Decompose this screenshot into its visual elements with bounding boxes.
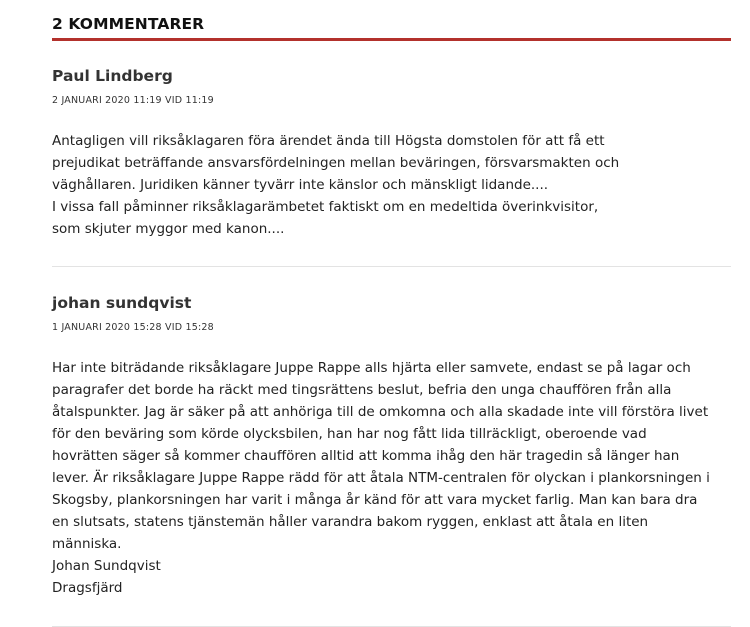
comment-author: Paul Lindberg <box>52 67 173 85</box>
comment-paragraph: Antagligen vill riksåklagaren föra ärendet ända till Högsta domstolen för att få ett prejudikat beträffande ansvarsfördelningen mellan beväringen, försvarsmakten och väghållaren. Juridiken känner tyvärr inte känslor och mänskligt lidande.... I vissa fall påminner riksåklagarämbetet faktiskt om en medeltida överinkvisitor, som skjuter myggor med kanon.... <box>52 133 620 237</box>
comment-date: 2 JANUARI 2020 11:19 <box>52 95 162 106</box>
comment-time-prefix: VID <box>165 322 183 333</box>
comment-time-prefix: VID <box>165 95 183 106</box>
comment <box>52 41 731 267</box>
comment-date: 1 JANUARI 2020 15:28 <box>52 322 162 333</box>
comments-section <box>52 0 731 627</box>
comment-time: 15:28 <box>185 322 214 333</box>
comment-author: johan sundqvist <box>52 294 192 312</box>
comment-paragraph: Har inte biträdande riksåklagare Juppe Rappe alls hjärta eller samvete, endast se på lagar och paragrafer det borde ha räckt med tingsrättens beslut, befria den unga chauffören från alla åtalspunkter. Jag är säker på att anhöriga till de omkomna och alla skadade inte vill förstöra livet för den beväring som körde olycksbilen, han har nog fått lida tillräckligt, oberoende vad hovrätten säger så kommer chauffören alltid att komma ihåg den här tragedin så länger han lever. Är riksåklagare Juppe Rappe rädd för att åtala NTM-centralen för olyckan i plankorsningen i Skogsby, plankorsningen har varit i många år känd för att vara mycket farlig. Man kan bara dra en slutsats, statens tjänstemän håller varandra bakom ryggen, enklast att åtala en liten människa. Johan Sundqvist Dragsfjärd <box>52 360 710 596</box>
comments-heading: 2 KOMMENTARER <box>52 0 731 41</box>
comment-time: 11:19 <box>185 95 214 106</box>
comment-timestamp[interactable] <box>52 322 731 334</box>
comment-body <box>52 130 622 240</box>
comment-timestamp[interactable] <box>52 95 731 107</box>
comment <box>52 267 731 627</box>
comment-body <box>52 357 717 599</box>
